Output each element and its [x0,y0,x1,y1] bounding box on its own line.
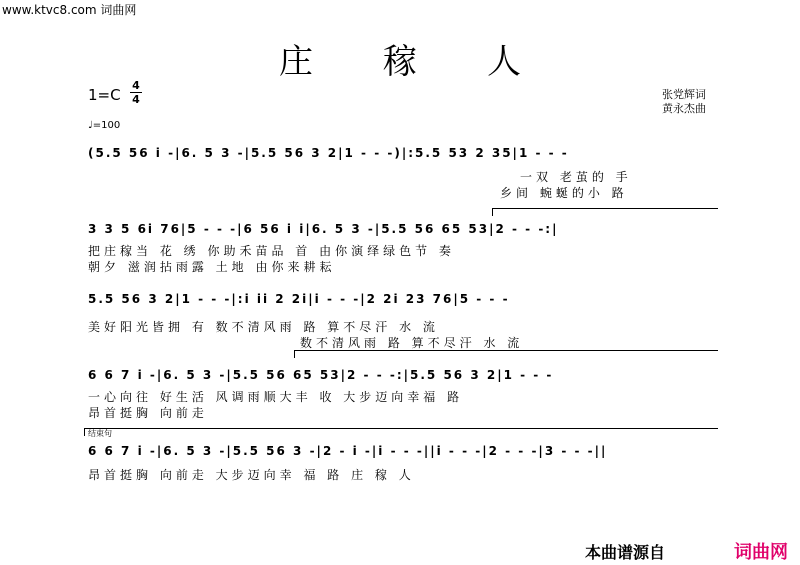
lyricist-credit: 张党辉词 [662,88,706,101]
footer-logo[interactable]: 词曲网 [734,542,788,563]
notation-row-2: 3 3 5 6i 76|5 - - -|6 56 i i|6. 5 3 -|5.5 56 65 53|2 - - -:| [88,222,559,236]
lyric-row-4-verse-1: 一心向往 好生活 风调雨顺大丰 收 大步迈向幸福 路 [88,390,464,404]
footer-source-text: 本曲谱源自 [585,543,666,562]
ending-bracket-tick [84,428,85,436]
lyric-row-4-verse-2: 昂首挺胸 向前走 [88,406,208,420]
volta-bracket-1-tick [492,208,493,216]
volta-bracket-2 [294,350,718,351]
lyric-row-3-verse-2: 数不清风雨 路 算不尽汗 水 流 [300,336,524,350]
lyric-row-2-verse-2: 朝夕 滋润拈雨露 土地 由你来耕耘 [88,260,336,274]
lyric-row-5: 昂首挺胸 向前走 大步迈向幸 福 路 庄 稼 人 [88,468,415,482]
volta-bracket-2-tick [294,350,295,358]
notation-row-3: 5.5 56 3 2|1 - - -|:i ii 2 2i|i - - -|2 2i 23 76|5 - - - [88,292,510,306]
meter-top: 4 [132,79,140,92]
volta-bracket-1 [492,208,718,209]
notation-row-5: 6 6 7 i -|6. 5 3 -|5.5 56 3 -|2 - i -|i - - -||i - - -|2 - - -|3 - - -|| [88,444,608,458]
ending-bracket [84,428,718,429]
notation-row-1: (5.5 56 i -|6. 5 3 -|5.5 56 3 2|1 - - -)|:5.5 53 2 35|1 - - - [88,146,569,160]
site-header: www.ktvc8.com 词曲网 [2,3,137,17]
meter-bottom: 4 [132,93,140,106]
song-title: 庄稼人 [279,42,591,82]
key-signature: 1=C [88,86,121,104]
lyric-row-2-verse-1: 把庄稼当 花 绣 你助禾苗品 首 由你演绎绿色节 奏 [88,244,455,258]
notation-row-4: 6 6 7 i -|6. 5 3 -|5.5 56 65 53|2 - - -:|5.5 56 3 2|1 - - - [88,368,554,382]
tempo-mark: ♩=100 [88,120,121,131]
time-signature [130,80,142,105]
lyric-row-1-verse-2: 乡间 蜿蜒的小 路 [500,186,628,200]
lyric-row-1-verse-1: 一双 老茧的 手 [520,170,632,184]
composer-credit: 黄永杰曲 [662,102,706,115]
lyric-row-3-verse-1: 美好阳光皆拥 有 数不清风雨 路 算不尽汗 水 流 [88,320,439,334]
ending-label: 结束句 [88,429,112,438]
